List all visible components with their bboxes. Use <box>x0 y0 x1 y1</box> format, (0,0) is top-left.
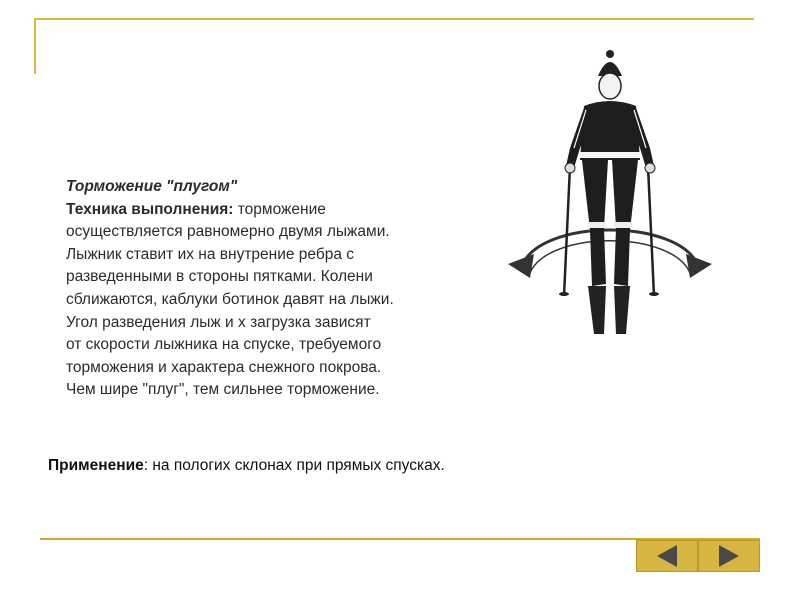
technique-line: Чем шире "плуг", тем сильнее торможение. <box>66 381 380 399</box>
triangle-left-icon <box>657 545 677 567</box>
skier-illustration-svg <box>500 48 720 338</box>
technique-first-line <box>66 199 446 222</box>
arc-arrow-inner <box>530 241 690 273</box>
head <box>599 73 621 99</box>
skier-snowplow-illustration <box>500 48 720 338</box>
arc-arrow-head-right <box>686 254 712 278</box>
technique-line: сближаются, каблуки ботинок давят на лыжи. <box>66 290 394 308</box>
ski-left <box>588 286 606 334</box>
previous-slide-button[interactable] <box>636 540 698 572</box>
application-text <box>48 457 568 475</box>
slide-frame-left-line <box>34 18 36 74</box>
technique-line: от скорости лыжника на спуске, требуемого <box>66 336 382 354</box>
technique-text-block <box>66 176 446 402</box>
technique-line: Лыжник ставит их на внутрение ребра с <box>66 245 355 263</box>
arc-arrow-head-left <box>508 254 534 278</box>
technique-label: Техника выполнения: <box>66 200 234 218</box>
ski-pole-left <box>564 166 570 296</box>
section-title: Торможение "плугом" <box>66 178 238 195</box>
ski-right <box>614 286 630 334</box>
technique-first-text: торможение <box>233 200 326 218</box>
torso <box>580 101 640 160</box>
triangle-right-icon <box>719 545 739 567</box>
application-label: Применение <box>48 457 144 474</box>
technique-line: торможения и характера снежного покрова. <box>66 358 382 376</box>
ski-pole-right <box>648 166 654 296</box>
application-description: : на пологих склонах при прямых спусках. <box>143 457 445 474</box>
next-slide-button[interactable] <box>698 540 760 572</box>
slide-frame-top-line <box>34 18 754 20</box>
arc-arrow <box>522 230 698 266</box>
technique-line: осуществляется равномерно двумя лыжами. <box>66 223 390 241</box>
technique-line: разведенными в стороны пятками. Колени <box>66 268 373 286</box>
technique-line: Угол разведения лыж и х загрузка зависят <box>66 313 371 331</box>
